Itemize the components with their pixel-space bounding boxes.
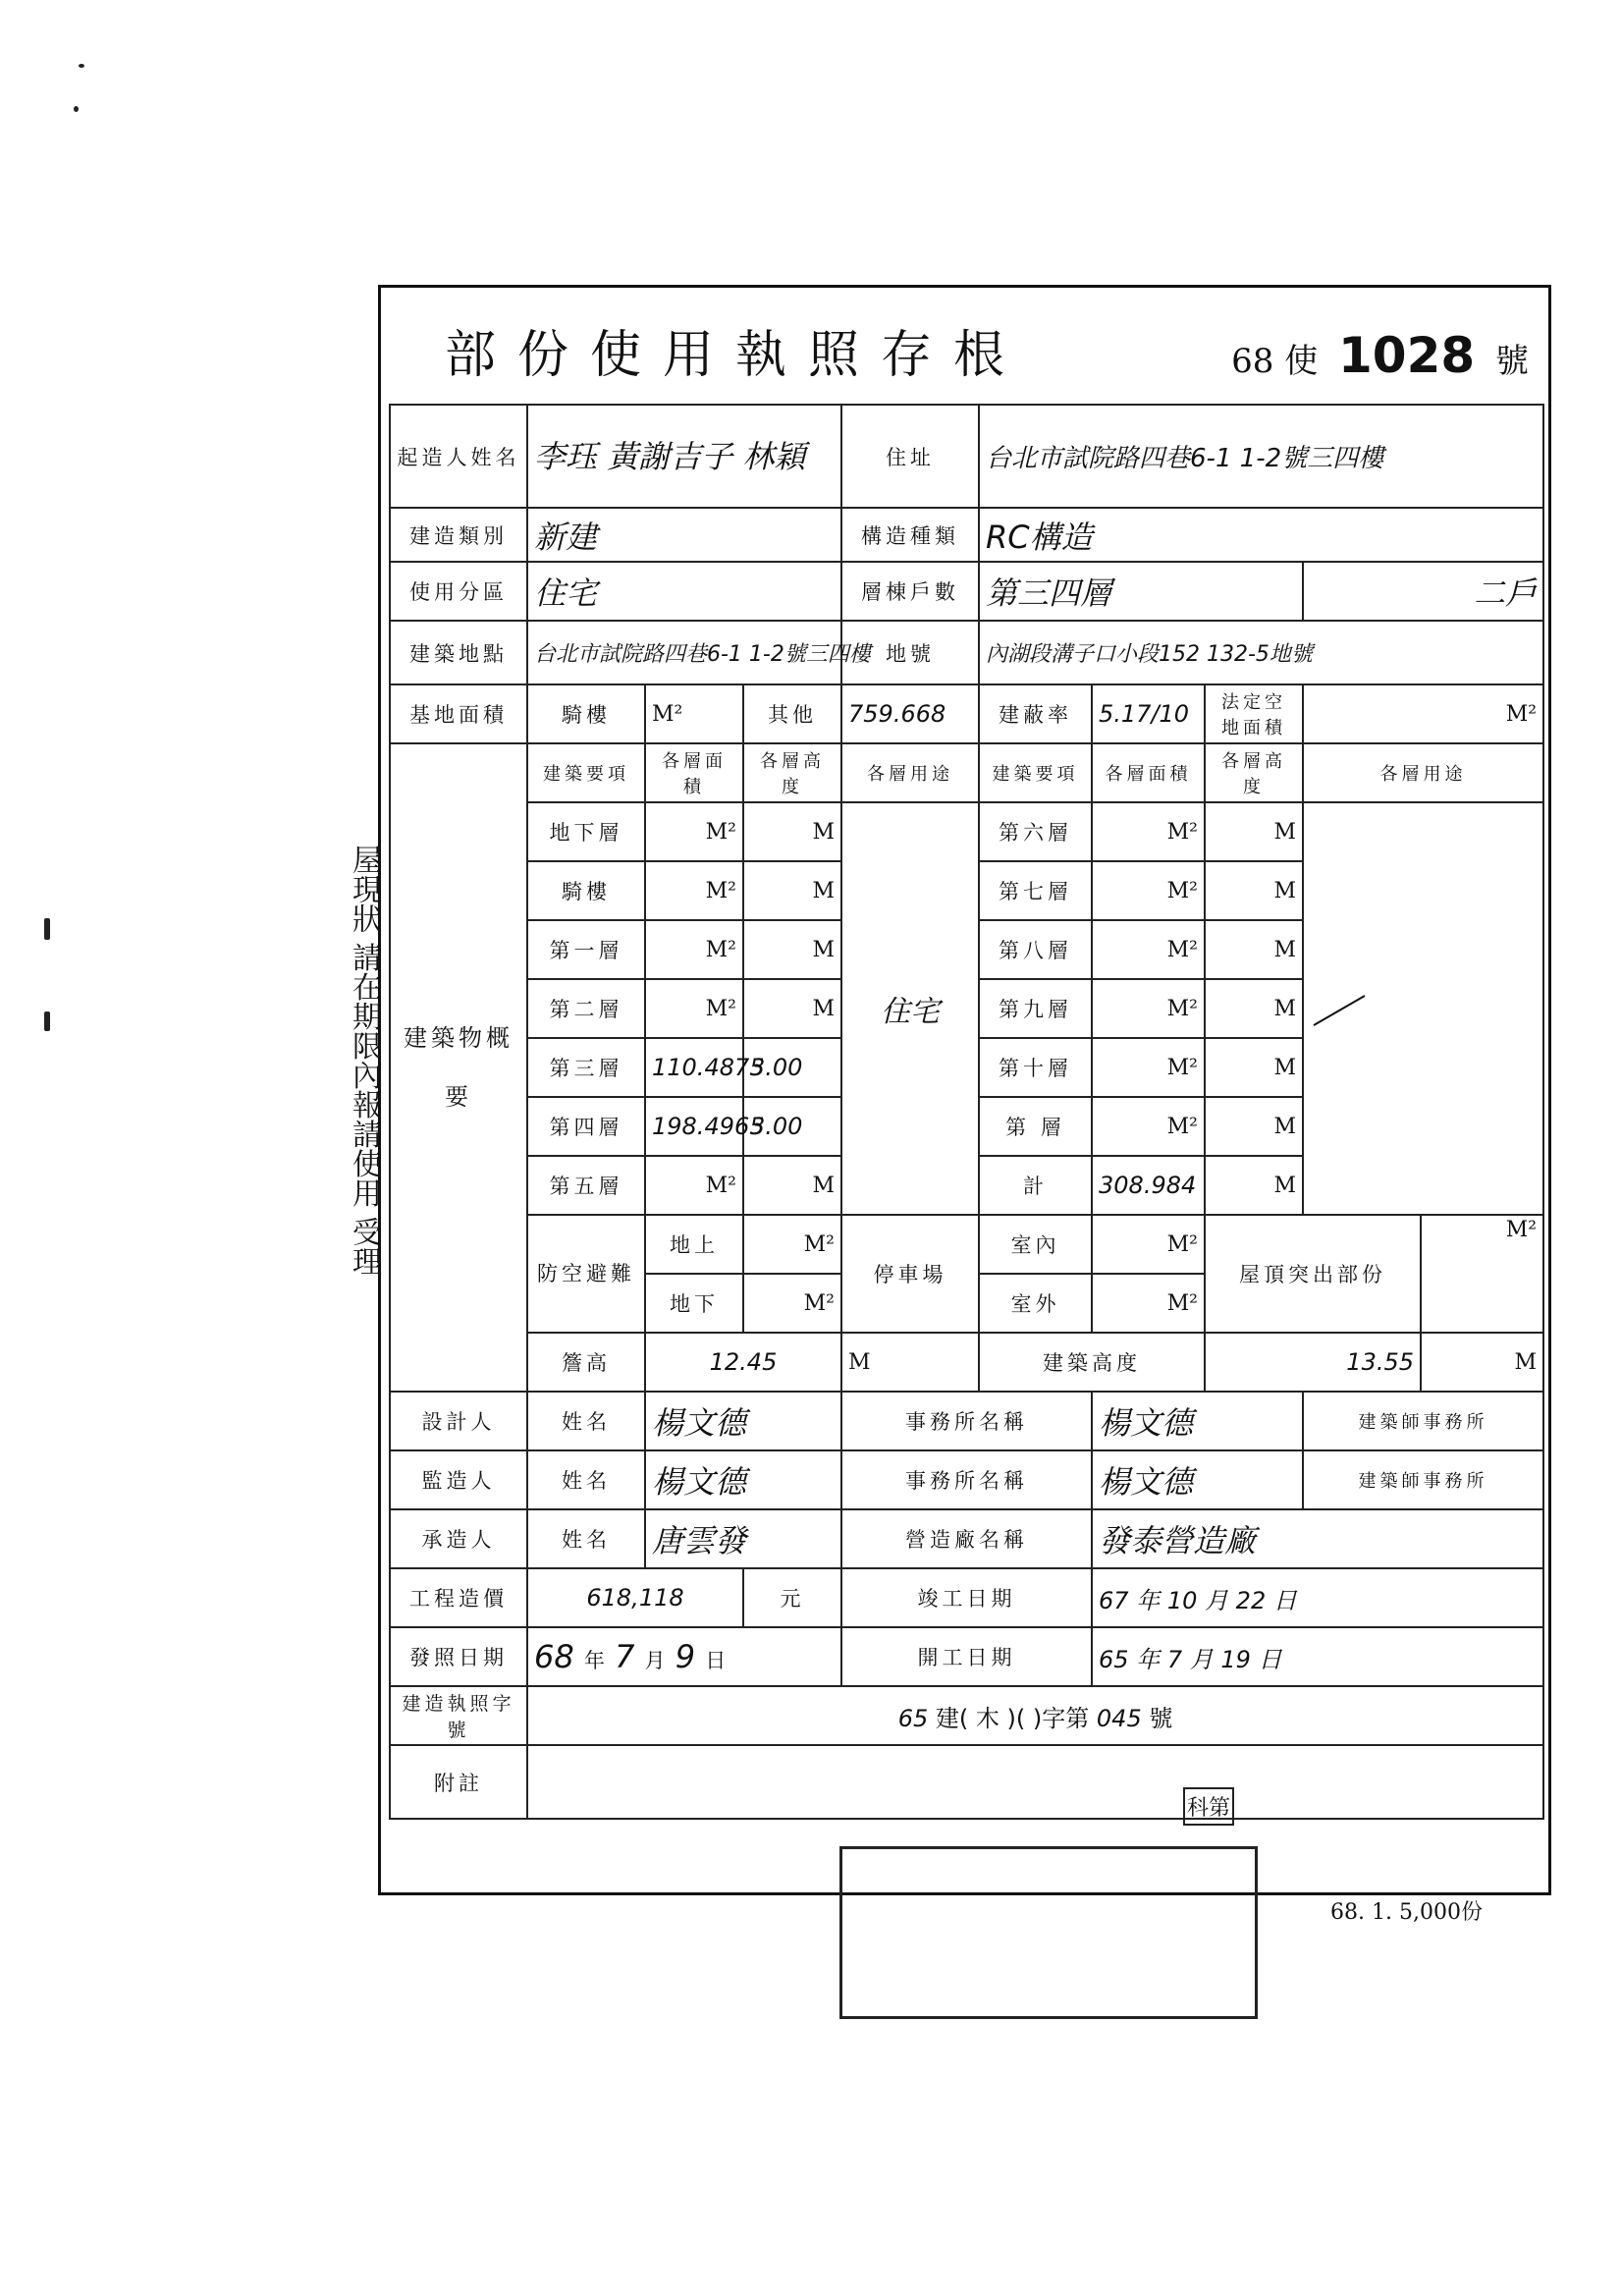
floor-label: 騎樓: [527, 861, 645, 920]
permit-number: 045: [1096, 1704, 1142, 1732]
office-stamp: [839, 1846, 1258, 2019]
zone-value: 住宅: [527, 562, 841, 621]
row-heights: [390, 1333, 1543, 1392]
col-area-right: 各層面積: [1092, 743, 1205, 802]
complete-date: [1092, 1568, 1543, 1627]
roof-unit: M²: [1421, 1215, 1543, 1333]
floor-area-right: M²: [1092, 979, 1205, 1038]
row-type: [390, 508, 1543, 562]
col-item: 建築要項: [527, 743, 645, 802]
indoor-unit: M²: [1092, 1215, 1205, 1274]
row-cost: [390, 1568, 1543, 1627]
eave-height-label: 簷高: [527, 1333, 645, 1392]
floor-label-right: 第七層: [979, 861, 1092, 920]
license-number-value: 1028: [1338, 327, 1476, 384]
row-zone: [390, 562, 1543, 621]
contractor-label: 承造人: [390, 1509, 527, 1568]
summary-label: 建築物概要: [390, 743, 527, 1392]
permit-value: [527, 1686, 1543, 1745]
lot-value: 內湖段溝子口小段152 132-5地號: [979, 621, 1543, 684]
builder-label: 起造人姓名: [390, 405, 527, 508]
floor-label-right: 第六層: [979, 802, 1092, 861]
floor-label: 第三層: [527, 1038, 645, 1097]
floor-area-right: M²: [1092, 861, 1205, 920]
scan-speck: [74, 106, 79, 112]
name-label: 姓名: [527, 1450, 645, 1509]
legal-area-unit: M²: [1303, 684, 1543, 743]
floors-label: 層棟戶數: [841, 562, 979, 621]
floor-height: M: [743, 1156, 841, 1215]
structure-label: 構造種類: [841, 508, 979, 562]
floor-height-right: M: [1205, 802, 1303, 861]
start-month: 7: [1166, 1645, 1183, 1673]
row-contractor: [390, 1509, 1543, 1568]
contractor-factory: 發泰營造廠: [1092, 1509, 1543, 1568]
contractor-name: 唐雲發: [645, 1509, 841, 1568]
row-supervisor: [390, 1450, 1543, 1509]
day-char: 日: [705, 1649, 727, 1672]
col-item-right: 建築要項: [979, 743, 1092, 802]
eave-height-unit: M: [841, 1333, 979, 1392]
floor-height-right: M: [1205, 920, 1303, 979]
office-suffix: 建築師事務所: [1303, 1450, 1543, 1509]
floor-label: 第五層: [527, 1156, 645, 1215]
start-day: 19: [1220, 1645, 1251, 1673]
complete-label: 竣工日期: [841, 1568, 1092, 1627]
row-remarks: [390, 1745, 1543, 1819]
floor3-area: 110.4875: [645, 1038, 743, 1097]
other-value: 759.668: [841, 684, 979, 743]
day-char: 日: [1272, 1586, 1297, 1614]
floor-label-right: 第 層: [979, 1097, 1092, 1156]
floor-area-right: M²: [1092, 802, 1205, 861]
issue-date: [527, 1627, 841, 1686]
floor-label: 第一層: [527, 920, 645, 979]
structure-value: RC構造: [979, 508, 1543, 562]
supervisor-office: 楊文德: [1092, 1450, 1303, 1509]
permit-year: 65: [897, 1704, 929, 1732]
complete-day: 22: [1235, 1586, 1267, 1614]
office-label: 事務所名稱: [841, 1392, 1092, 1450]
col-height-right: 各層高度: [1205, 743, 1303, 802]
col-use-right: 各層用途: [1303, 743, 1543, 802]
outdoor-label: 室外: [979, 1274, 1092, 1333]
start-label: 開工日期: [841, 1627, 1092, 1686]
building-height-unit: M: [1421, 1333, 1543, 1392]
building-type-value: 新建: [527, 508, 841, 562]
title-row: [381, 288, 1548, 406]
row-air-raid: [390, 1215, 1543, 1274]
scan-speck: [79, 64, 84, 68]
above-unit: M²: [743, 1215, 841, 1274]
lot-label: 地號: [841, 621, 979, 684]
cost-label: 工程造價: [390, 1568, 527, 1627]
month-char: 月: [644, 1649, 666, 1672]
floor-height: M: [743, 861, 841, 920]
month-char: 月: [1189, 1645, 1214, 1673]
issue-month: 7: [615, 1638, 635, 1675]
permit-suffix: 號: [1149, 1704, 1173, 1732]
supervisor-name: 楊文德: [645, 1450, 841, 1509]
office-label: 事務所名稱: [841, 1450, 1092, 1509]
complete-month: 10: [1166, 1586, 1198, 1614]
permit-label: 建造執照字號: [390, 1686, 527, 1745]
arcade-unit: M²: [645, 684, 743, 743]
units-value: 二戶: [1303, 562, 1543, 621]
floor-label: 第四層: [527, 1097, 645, 1156]
remarks-value: [527, 1745, 1543, 1819]
year-char: 年: [1136, 1645, 1161, 1673]
parking-label: 停車場: [841, 1215, 979, 1333]
permit-table: [389, 404, 1544, 1820]
building-type-label: 建造類別: [390, 508, 527, 562]
floor-height-right: M: [1205, 1038, 1303, 1097]
legal-area-label: 法定空地面積: [1205, 684, 1303, 743]
start-year: 65: [1099, 1645, 1129, 1673]
form-title: 部份使用執照存根: [445, 326, 1027, 385]
floor-use-right: [1303, 802, 1543, 1215]
license-suffix: 號: [1495, 342, 1529, 381]
designer-label: 設計人: [390, 1392, 527, 1450]
row-base-area: [390, 684, 1543, 743]
floor-label-right: 第十層: [979, 1038, 1092, 1097]
floor-area-right: M²: [1092, 920, 1205, 979]
row-permit: [390, 1686, 1543, 1745]
col-height: 各層高度: [743, 743, 841, 802]
supervisor-label: 監造人: [390, 1450, 527, 1509]
year-char: 年: [583, 1649, 605, 1672]
building-height-label: 建築高度: [979, 1333, 1205, 1392]
stamp-label: 科第: [1183, 1787, 1234, 1826]
air-raid-label: 防空避難: [527, 1215, 645, 1333]
floor3-height: 3.00: [743, 1038, 841, 1097]
floor-height: M: [743, 979, 841, 1038]
name-label: 姓名: [527, 1509, 645, 1568]
cost-unit: 元: [743, 1568, 841, 1627]
permit-mid: 建( 木 )(: [935, 1704, 1026, 1732]
designer-name: 楊文德: [645, 1392, 841, 1450]
remarks-label: 附註: [390, 1745, 527, 1819]
license-prefix: 68: [1231, 342, 1274, 381]
day-char: 日: [1258, 1645, 1282, 1673]
issue-day: 9: [675, 1638, 696, 1675]
permit-stub-form: [378, 285, 1551, 1895]
floor4-height: 3.00: [743, 1097, 841, 1156]
floor-area: M²: [645, 1156, 743, 1215]
address-value: 台北市試院路四巷6-1 1-2號三四樓: [979, 405, 1543, 508]
builder-names: 李珏 黃謝吉子 林穎: [527, 405, 841, 508]
designer-office: 楊文德: [1092, 1392, 1303, 1450]
scan-speck: [44, 1011, 50, 1031]
floor-height-right: M: [1205, 979, 1303, 1038]
roof-label: 屋頂突出部份: [1205, 1215, 1421, 1333]
year-char: 年: [1136, 1586, 1161, 1614]
row-summary-header: [390, 743, 1543, 802]
license-kind: 使: [1284, 342, 1319, 381]
issue-label: 發照日期: [390, 1627, 527, 1686]
start-date: [1092, 1627, 1543, 1686]
floor-label: 第二層: [527, 979, 645, 1038]
floor-area-right: M²: [1092, 1038, 1205, 1097]
above-label: 地上: [645, 1215, 743, 1274]
address-label: 住址: [841, 405, 979, 508]
coverage-label: 建蔽率: [979, 684, 1092, 743]
floors-value: 第三四層: [979, 562, 1303, 621]
eave-height-value: 12.45: [645, 1333, 841, 1392]
arcade-label: 騎樓: [527, 684, 645, 743]
site-label: 建築地點: [390, 621, 527, 684]
zone-label: 使用分區: [390, 562, 527, 621]
office-suffix: 建築師事務所: [1303, 1392, 1543, 1450]
col-area: 各層面積: [645, 743, 743, 802]
print-footnote: 68. 1. 5,000份: [1330, 1900, 1483, 1925]
floor-height-right: M: [1205, 861, 1303, 920]
building-height-value: 13.55: [1205, 1333, 1421, 1392]
outdoor-unit: M²: [1092, 1274, 1205, 1333]
floor-area: M²: [645, 861, 743, 920]
floor-height: M: [743, 802, 841, 861]
floor-row: [390, 802, 1543, 861]
complete-year: 67: [1099, 1586, 1129, 1614]
other-label: 其他: [743, 684, 841, 743]
floor-height-right: M: [1205, 1097, 1303, 1156]
indoor-label: 室內: [979, 1215, 1092, 1274]
left-margin-note: 屋現狀 請在期限內報請使用 受理: [347, 845, 381, 1277]
floor-area: M²: [645, 802, 743, 861]
floor-height: M: [743, 920, 841, 979]
row-designer: [390, 1392, 1543, 1450]
issue-year: 68: [534, 1638, 574, 1675]
license-number: [1231, 327, 1529, 384]
floor-use: 住宅: [841, 802, 979, 1215]
total-area: 308.984: [1092, 1156, 1205, 1215]
floor4-area: 198.4965: [645, 1097, 743, 1156]
floor-label: 地下層: [527, 802, 645, 861]
floor-label-right: 第九層: [979, 979, 1092, 1038]
factory-label: 營造廠名稱: [841, 1509, 1092, 1568]
total-height-unit: M: [1205, 1156, 1303, 1215]
name-label: 姓名: [527, 1392, 645, 1450]
below-unit: M²: [743, 1274, 841, 1333]
strike-mark: [1314, 995, 1366, 1026]
base-area-label: 基地面積: [390, 684, 527, 743]
row-builder: [390, 405, 1543, 508]
floor-area: M²: [645, 920, 743, 979]
month-char: 月: [1205, 1586, 1229, 1614]
below-label: 地下: [645, 1274, 743, 1333]
coverage-value: 5.17/10: [1092, 684, 1205, 743]
scan-speck: [44, 918, 50, 940]
floor-label-right: 第八層: [979, 920, 1092, 979]
floor-area: M²: [645, 979, 743, 1038]
row-site: [390, 621, 1543, 684]
total-label: 計: [979, 1156, 1092, 1215]
site-value: 台北市試院路四巷6-1 1-2號三四樓: [527, 621, 841, 684]
floor-area-right: M²: [1092, 1097, 1205, 1156]
col-use: 各層用途: [841, 743, 979, 802]
cost-value: 618,118: [527, 1568, 743, 1627]
row-issue: [390, 1627, 1543, 1686]
permit-word: )字第: [1032, 1704, 1090, 1732]
